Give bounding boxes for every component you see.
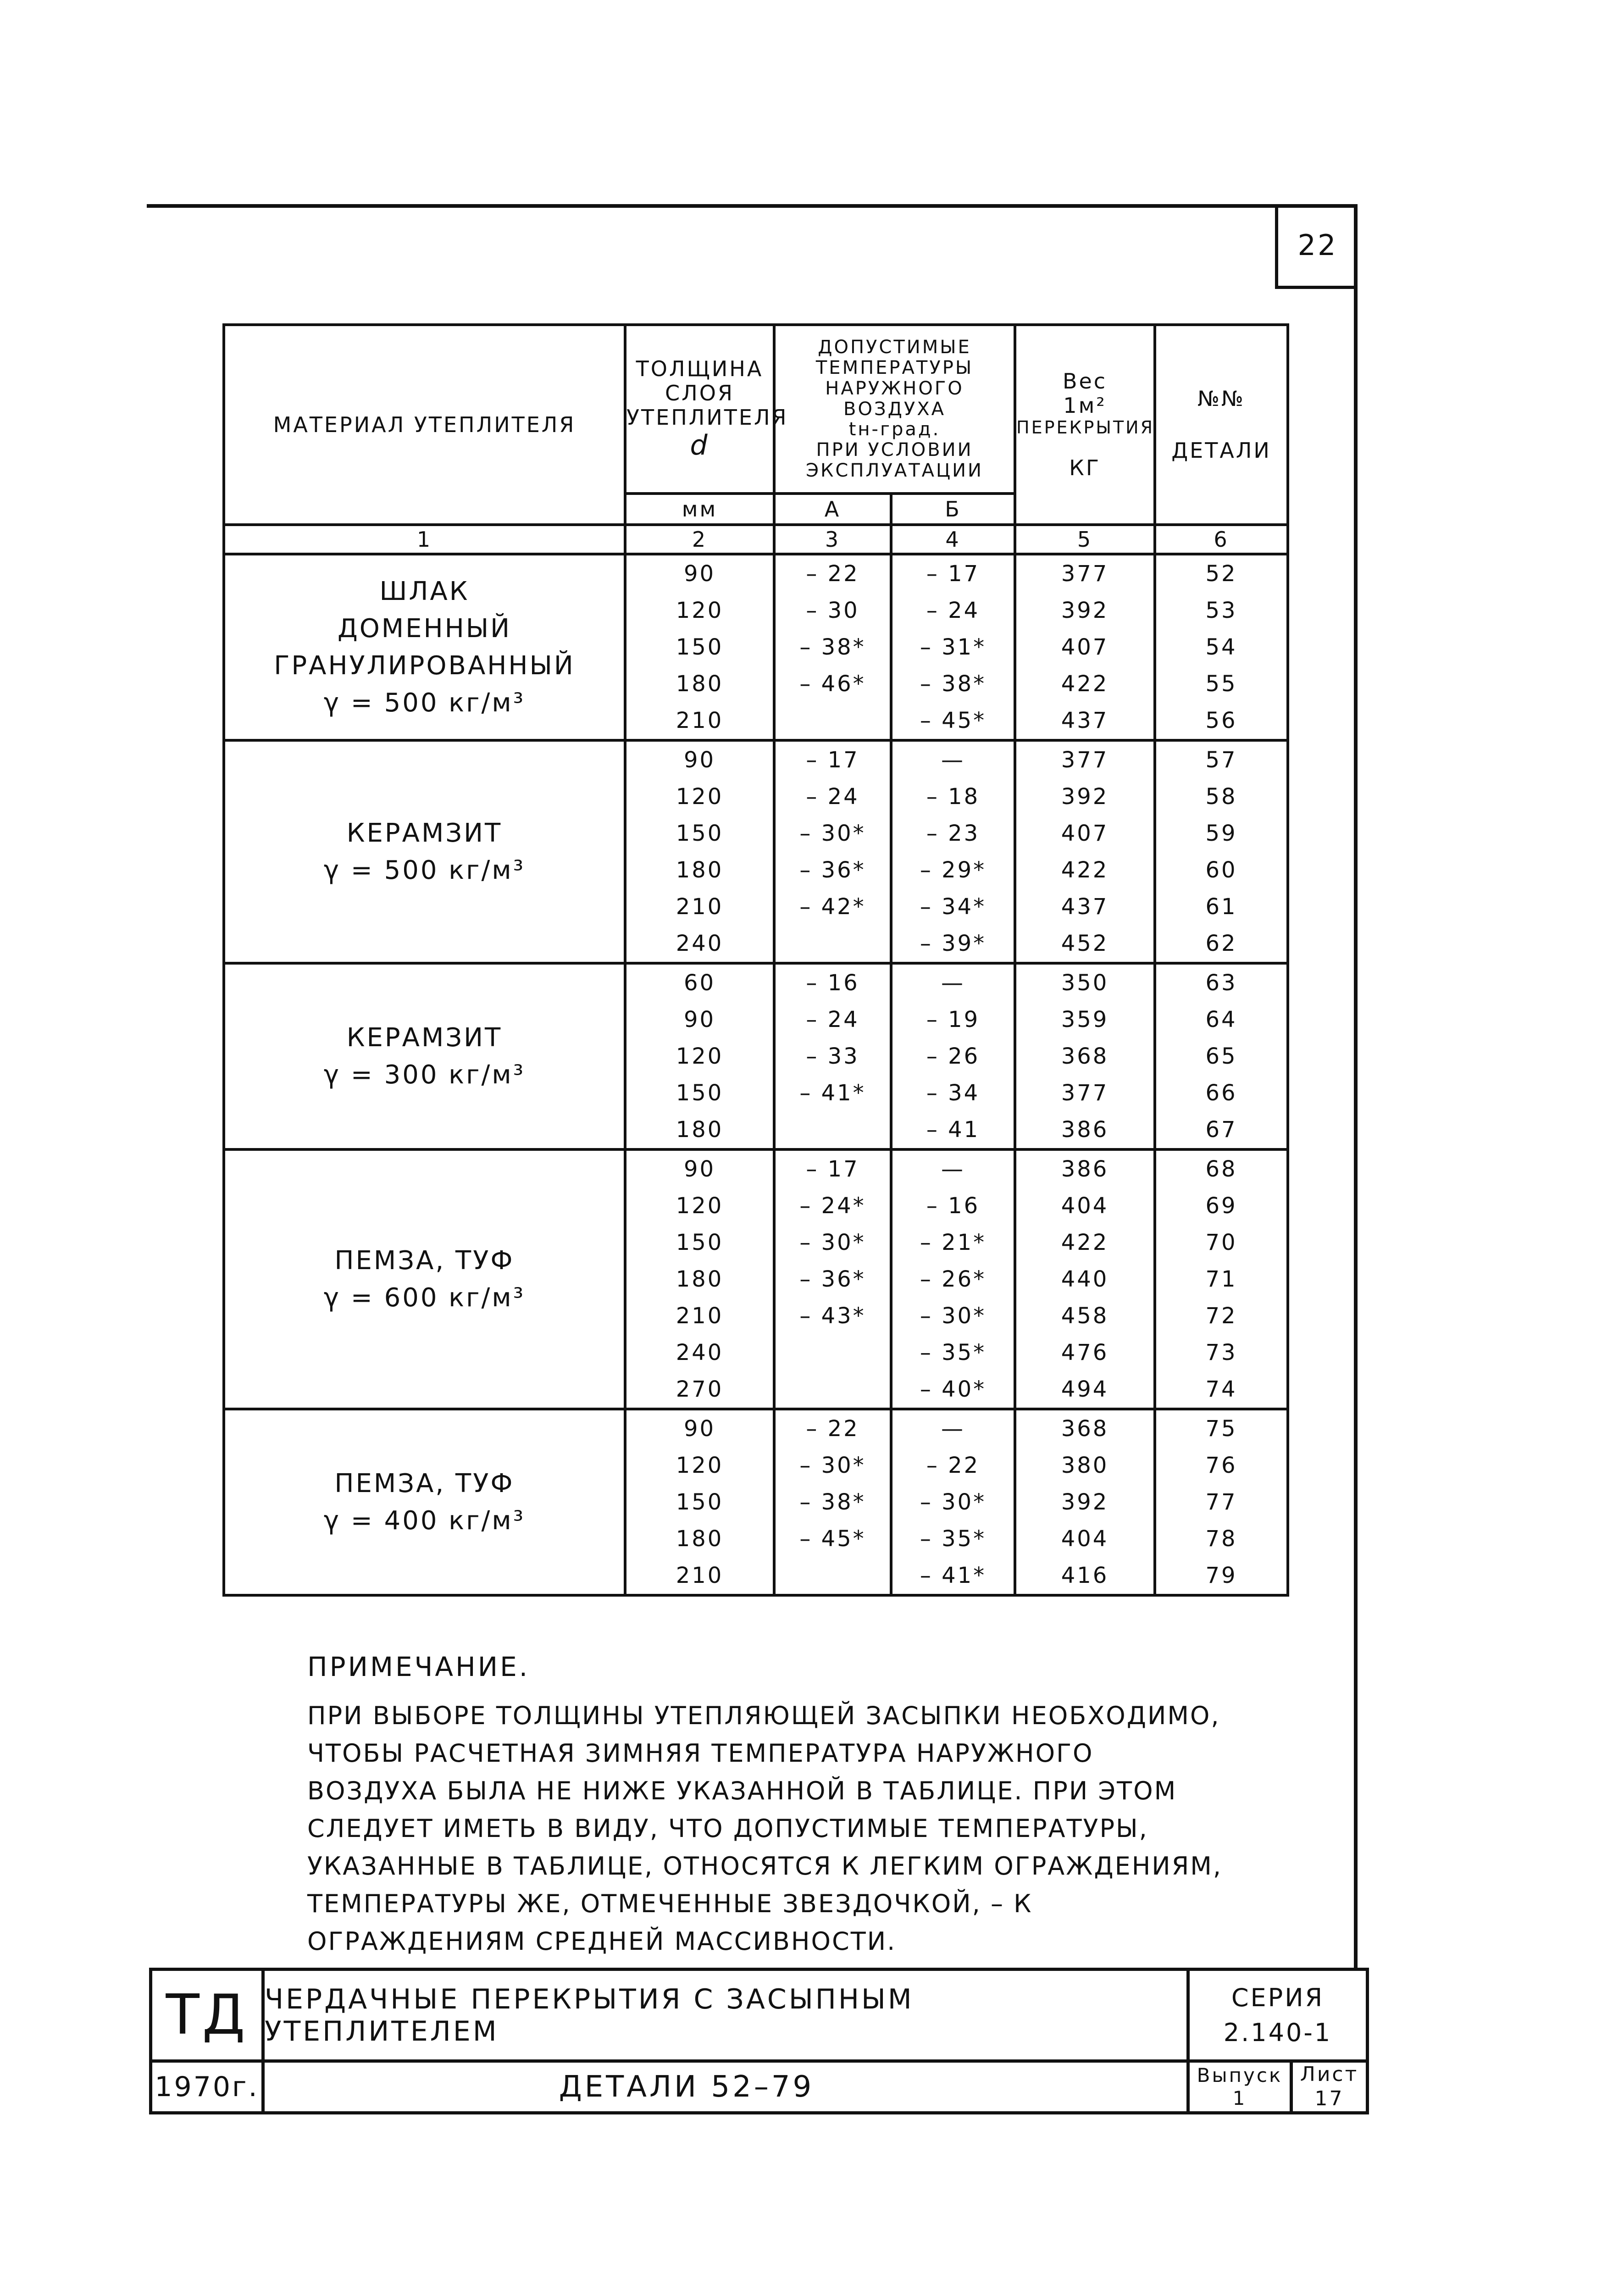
table-cell: 210 bbox=[676, 1563, 724, 1588]
table-cell: 60 bbox=[683, 970, 716, 996]
table-cell: 52 bbox=[1205, 561, 1237, 587]
table-cell: — bbox=[941, 1156, 965, 1182]
table-cell: 404 bbox=[1061, 1193, 1109, 1219]
table-cell bbox=[776, 702, 890, 739]
table-cell: 386 bbox=[1061, 1117, 1109, 1143]
table-cell: 90 bbox=[683, 747, 716, 773]
table-cell: 404 bbox=[1061, 1526, 1109, 1552]
material-group-row bbox=[224, 1149, 1288, 1409]
header-temp-line3: НАРУЖНОГО bbox=[825, 377, 964, 399]
material-cell bbox=[224, 963, 625, 1149]
table-cell: 150 bbox=[676, 634, 724, 660]
column-weight bbox=[1015, 740, 1155, 963]
header-detail-line1: №№ bbox=[1197, 386, 1245, 411]
material-name-line: КЕРАМЗИТ bbox=[346, 818, 503, 848]
table-cell: – 35* bbox=[920, 1526, 987, 1552]
table-cell: 59 bbox=[1205, 821, 1237, 846]
table-cell: 78 bbox=[1205, 1526, 1237, 1552]
table-cell: — bbox=[941, 747, 965, 773]
table-cell: 386 bbox=[1061, 1156, 1109, 1182]
frame-top-line bbox=[147, 204, 1358, 208]
material-group-row bbox=[224, 554, 1288, 740]
table-cell: 368 bbox=[1061, 1043, 1109, 1069]
header-weight-line3: ПЕРЕКРЫТИЯ bbox=[1016, 417, 1154, 438]
table-cell: – 24 bbox=[926, 598, 980, 623]
header-thickness-unit: мм bbox=[625, 494, 774, 525]
material-group-row bbox=[224, 1409, 1288, 1595]
table-cell: – 19 bbox=[926, 1007, 980, 1032]
table-cell: 422 bbox=[1061, 857, 1109, 883]
table-cell: 494 bbox=[1061, 1376, 1109, 1402]
year: 1970г. bbox=[152, 2063, 265, 2111]
table-cell: 64 bbox=[1205, 1007, 1237, 1032]
table-cell: 65 bbox=[1205, 1043, 1237, 1069]
table-cell: 73 bbox=[1205, 1340, 1237, 1365]
header-weight bbox=[1015, 325, 1155, 525]
table-cell: 62 bbox=[1205, 931, 1237, 956]
table-cell: 440 bbox=[1061, 1266, 1109, 1292]
table-header-row bbox=[224, 325, 1288, 494]
material-cell bbox=[224, 1409, 625, 1595]
table-cell: 180 bbox=[676, 857, 724, 883]
table-cell: – 16 bbox=[926, 1193, 980, 1219]
column-thickness bbox=[625, 554, 774, 740]
column-weight bbox=[1015, 1409, 1155, 1595]
table-cell: – 30* bbox=[799, 1230, 866, 1255]
table-cell: – 41* bbox=[799, 1080, 866, 1106]
header-material-label: МАТЕРИАЛ УТЕПЛИТЕЛЯ bbox=[273, 412, 576, 437]
table-cell: 77 bbox=[1205, 1489, 1237, 1515]
column-detail bbox=[1155, 554, 1288, 740]
table-cell: 422 bbox=[1061, 671, 1109, 697]
table-cell: – 22 bbox=[806, 561, 859, 587]
material-name-line: ДОМЕННЫЙ bbox=[337, 613, 512, 644]
table-cell: 476 bbox=[1061, 1340, 1109, 1365]
table-cell: 72 bbox=[1205, 1303, 1237, 1329]
table-cell: – 38* bbox=[920, 671, 987, 697]
table-cell: 76 bbox=[1205, 1453, 1237, 1478]
logo-mark: ТД bbox=[152, 1971, 265, 2063]
material-cell bbox=[224, 1149, 625, 1409]
table-cell: 66 bbox=[1205, 1080, 1237, 1106]
header-detail bbox=[1155, 325, 1288, 525]
material-name-line: ГРАНУЛИРОВАННЫЙ bbox=[274, 651, 575, 681]
col-number: 2 bbox=[625, 525, 774, 554]
table-cell: 79 bbox=[1205, 1563, 1237, 1588]
table-cell: — bbox=[941, 970, 965, 996]
table-cell: 69 bbox=[1205, 1193, 1237, 1219]
table-cell: 90 bbox=[683, 561, 716, 587]
column-detail bbox=[1155, 740, 1288, 963]
series-label: СЕРИЯ bbox=[1231, 1983, 1325, 2012]
table-cell: – 26 bbox=[926, 1043, 980, 1069]
column-thickness bbox=[625, 740, 774, 963]
table-cell: 56 bbox=[1205, 708, 1237, 733]
material-name-line: КЕРАМЗИТ bbox=[346, 1022, 503, 1053]
table-cell: 58 bbox=[1205, 784, 1237, 810]
table-cell bbox=[776, 1371, 890, 1408]
table-cell bbox=[776, 1334, 890, 1371]
table-cell: – 41* bbox=[920, 1563, 987, 1588]
column-temp-b bbox=[891, 740, 1015, 963]
column-temp-a bbox=[774, 740, 891, 963]
series-value: 2.140-1 bbox=[1223, 2018, 1332, 2047]
column-temp-b bbox=[891, 963, 1015, 1149]
column-number-row bbox=[224, 525, 1288, 554]
table-cell: 380 bbox=[1061, 1453, 1109, 1478]
header-thickness-line1: ТОЛЩИНА bbox=[636, 356, 764, 382]
header-temp-line1: ДОПУСТИМЫЕ bbox=[818, 337, 971, 358]
column-weight bbox=[1015, 963, 1155, 1149]
sheet-cell bbox=[1290, 2063, 1366, 2111]
table-cell: 240 bbox=[676, 931, 724, 956]
table-cell: – 45* bbox=[920, 708, 987, 733]
title-block bbox=[149, 1968, 1369, 2114]
drawing-subtitle: ДЕТАЛИ 52–79 bbox=[559, 2070, 815, 2104]
col-number: 1 bbox=[224, 525, 625, 554]
table-cell: 210 bbox=[676, 894, 724, 920]
column-detail bbox=[1155, 1409, 1288, 1595]
table-cell: 150 bbox=[676, 1230, 724, 1255]
material-density: γ = 600 кг/м³ bbox=[323, 1283, 526, 1313]
table-cell: 54 bbox=[1205, 634, 1237, 660]
table-cell: – 31* bbox=[920, 634, 987, 660]
table-cell: – 30 bbox=[806, 598, 859, 623]
table-cell: – 40* bbox=[920, 1376, 987, 1402]
table-cell: – 46* bbox=[799, 671, 866, 697]
table-cell: 74 bbox=[1205, 1376, 1237, 1402]
header-weight-unit: КГ bbox=[1069, 455, 1101, 481]
table-cell: 120 bbox=[676, 1193, 724, 1219]
table-cell: – 26* bbox=[920, 1266, 987, 1292]
table-cell: 377 bbox=[1061, 747, 1109, 773]
table-cell: 422 bbox=[1061, 1230, 1109, 1255]
table-cell: – 22 bbox=[806, 1416, 859, 1442]
header-temp-line7: ЭКСПЛУАТАЦИИ bbox=[806, 460, 983, 481]
table-cell: 90 bbox=[683, 1156, 716, 1182]
table-cell: – 16 bbox=[806, 970, 859, 996]
drawing-title: ЧЕРДАЧНЫЕ ПЕРЕКРЫТИЯ С ЗАСЫПНЫМ УТЕПЛИТЕЛЕМ bbox=[265, 1971, 1306, 2063]
column-temp-b bbox=[891, 554, 1015, 740]
header-thickness-line2: СЛОЯ bbox=[665, 381, 734, 406]
column-thickness bbox=[625, 1409, 774, 1595]
table-cell bbox=[776, 1111, 890, 1148]
table-cell: — bbox=[941, 1416, 965, 1442]
table-cell: 180 bbox=[676, 671, 724, 697]
header-thickness-symbol: d bbox=[690, 429, 709, 461]
table-cell: – 41 bbox=[926, 1117, 980, 1143]
table-cell: 437 bbox=[1061, 708, 1109, 733]
header-thickness bbox=[625, 325, 788, 494]
table-cell: – 39* bbox=[920, 931, 987, 956]
table-cell: 452 bbox=[1061, 931, 1109, 956]
table-cell: 67 bbox=[1205, 1117, 1237, 1143]
header-temperature bbox=[774, 325, 1015, 494]
table-cell: – 33 bbox=[806, 1043, 859, 1069]
material-name-line: ШЛАК bbox=[379, 576, 470, 606]
table-cell: 377 bbox=[1061, 561, 1109, 587]
material-name-line: ПЕМЗА, ТУФ bbox=[334, 1468, 515, 1498]
table-cell bbox=[776, 925, 890, 962]
table-cell: – 17 bbox=[926, 561, 980, 587]
column-detail bbox=[1155, 963, 1288, 1149]
table-cell: – 43* bbox=[799, 1303, 866, 1329]
col-number: 6 bbox=[1155, 525, 1288, 554]
issue-cell bbox=[1186, 2063, 1290, 2111]
table-cell: – 35* bbox=[920, 1340, 987, 1365]
table-cell: 75 bbox=[1205, 1416, 1237, 1442]
material-density: γ = 400 кг/м³ bbox=[323, 1506, 526, 1536]
table-cell: 416 bbox=[1061, 1563, 1109, 1588]
table-cell: 180 bbox=[676, 1117, 724, 1143]
col-number: 4 bbox=[891, 525, 1015, 554]
table-cell: 60 bbox=[1205, 857, 1237, 883]
header-temp-b: Б bbox=[891, 494, 1015, 525]
table-cell: 407 bbox=[1061, 821, 1109, 846]
table-cell: – 30* bbox=[920, 1303, 987, 1329]
column-temp-a bbox=[774, 1149, 891, 1409]
sheet-value: 17 bbox=[1314, 2087, 1344, 2110]
table-cell: 55 bbox=[1205, 671, 1237, 697]
table-cell: 392 bbox=[1061, 1489, 1109, 1515]
table-cell: 120 bbox=[676, 784, 724, 810]
table-cell: 240 bbox=[676, 1340, 724, 1365]
table-cell: 180 bbox=[676, 1526, 724, 1552]
table-cell: – 34 bbox=[926, 1080, 980, 1106]
table-cell: 150 bbox=[676, 1080, 724, 1106]
table-cell: – 30* bbox=[920, 1489, 987, 1515]
table-cell: – 29* bbox=[920, 857, 987, 883]
column-weight bbox=[1015, 554, 1155, 740]
table-cell: 392 bbox=[1061, 598, 1109, 623]
table-cell: 437 bbox=[1061, 894, 1109, 920]
table-cell: 61 bbox=[1205, 894, 1237, 920]
header-temp-line2: ТЕМПЕРАТУРЫ bbox=[815, 357, 974, 378]
column-thickness bbox=[625, 1149, 774, 1409]
table-cell: 458 bbox=[1061, 1303, 1109, 1329]
table-cell: – 17 bbox=[806, 1156, 859, 1182]
material-group-row bbox=[224, 963, 1288, 1149]
table-cell: 359 bbox=[1061, 1007, 1109, 1032]
table-cell: 210 bbox=[676, 1303, 724, 1329]
table-cell: – 38* bbox=[799, 1489, 866, 1515]
table-body bbox=[224, 554, 1288, 1595]
table-cell: 392 bbox=[1061, 784, 1109, 810]
table-cell bbox=[776, 1557, 890, 1594]
table-cell: – 22 bbox=[926, 1453, 980, 1478]
table-cell: – 23 bbox=[926, 821, 980, 846]
header-weight-line2: 1м² bbox=[1063, 393, 1107, 418]
table-cell: 368 bbox=[1061, 1416, 1109, 1442]
frame-right-line bbox=[1354, 204, 1358, 2112]
issue-value: 1 bbox=[1232, 2087, 1247, 2109]
note-body: ПРИ ВЫБОРЕ ТОЛЩИНЫ УТЕПЛЯЮЩЕЙ ЗАСЫПКИ НЕОБХОДИМО, ЧТОБЫ РАСЧЕТНАЯ ЗИМНЯЯ ТЕМПЕРАТУРА НАРУЖНОГО ВОЗДУХА БЫЛА НЕ НИЖЕ УКАЗАННОЙ В ТАБЛИЦЕ. ПРИ ЭТОМ СЛЕДУЕТ ИМЕТЬ В ВИДУ, ЧТО ДОПУСТИМЫЕ ТЕМПЕРАТУРЫ, УКАЗАННЫЕ В ТАБЛИЦЕ, ОТНОСЯТСЯ К ЛЕГКИМ ОГРАЖДЕНИЯМ, ТЕМПЕРАТУРЫ ЖЕ, ОТМЕЧЕННЫЕ ЗВЕЗДОЧКОЙ, – К ОГРАЖДЕНИЯМ СРЕДНЕЙ МАССИВНОСТИ. bbox=[307, 1701, 1222, 1956]
material-cell bbox=[224, 740, 625, 963]
header-temp-line6: ПРИ УСЛОВИИ bbox=[816, 439, 973, 461]
material-group-row bbox=[224, 740, 1288, 963]
column-detail bbox=[1155, 1149, 1288, 1409]
header-temp-a: А bbox=[774, 494, 891, 525]
note-title: ПРИМЕЧАНИЕ. bbox=[307, 1651, 530, 1682]
table-cell: 70 bbox=[1205, 1230, 1237, 1255]
table-cell: – 34* bbox=[920, 894, 987, 920]
table-cell: – 30* bbox=[799, 821, 866, 846]
column-temp-a bbox=[774, 1409, 891, 1595]
header-weight-line1: Вес bbox=[1062, 368, 1108, 394]
table-cell: 407 bbox=[1061, 634, 1109, 660]
column-thickness bbox=[625, 963, 774, 1149]
table-cell: 180 bbox=[676, 1266, 724, 1292]
insulation-table bbox=[222, 323, 1289, 1597]
table-cell: – 36* bbox=[799, 857, 866, 883]
table-cell: – 24 bbox=[806, 784, 859, 810]
table-cell: – 24* bbox=[799, 1193, 866, 1219]
issue-label: Выпуск bbox=[1197, 2064, 1283, 2086]
table-cell: 350 bbox=[1061, 970, 1109, 996]
table-cell: – 45* bbox=[799, 1526, 866, 1552]
page-number: 22 bbox=[1275, 204, 1357, 289]
table-cell: – 21* bbox=[920, 1230, 987, 1255]
table-cell: 210 bbox=[676, 708, 724, 733]
material-cell bbox=[224, 554, 625, 740]
col-number: 5 bbox=[1015, 525, 1155, 554]
series-cell bbox=[1186, 1971, 1366, 2063]
table-cell: 68 bbox=[1205, 1156, 1237, 1182]
table-cell: 90 bbox=[683, 1416, 716, 1442]
column-temp-b bbox=[891, 1149, 1015, 1409]
table-cell: – 42* bbox=[799, 894, 866, 920]
header-temp-line5: tн-град. bbox=[848, 419, 941, 440]
table-cell: 150 bbox=[676, 1489, 724, 1515]
column-temp-b bbox=[891, 1409, 1015, 1595]
table-cell: 90 bbox=[683, 1007, 716, 1032]
header-temp-line4: ВОЗДУХА bbox=[843, 398, 946, 420]
material-density: γ = 300 кг/м³ bbox=[323, 1060, 526, 1090]
table-cell: – 17 bbox=[806, 747, 859, 773]
column-temp-a bbox=[774, 554, 891, 740]
table-cell: – 18 bbox=[926, 784, 980, 810]
table-cell: 71 bbox=[1205, 1266, 1237, 1292]
table-cell: 120 bbox=[676, 1043, 724, 1069]
material-name-line: ПЕМЗА, ТУФ bbox=[334, 1245, 515, 1276]
header-detail-line2: ДЕТАЛИ bbox=[1171, 438, 1271, 463]
table-cell: 63 bbox=[1205, 970, 1237, 996]
table-cell: – 36* bbox=[799, 1266, 866, 1292]
material-density: γ = 500 кг/м³ bbox=[323, 688, 526, 718]
table-cell: 120 bbox=[676, 598, 724, 623]
table-cell: 270 bbox=[676, 1376, 724, 1402]
table-cell: 53 bbox=[1205, 598, 1237, 623]
table-cell: – 30* bbox=[799, 1453, 866, 1478]
col-number: 3 bbox=[774, 525, 891, 554]
table-cell: – 24 bbox=[806, 1007, 859, 1032]
header-material bbox=[224, 325, 625, 525]
table-cell: – 38* bbox=[799, 634, 866, 660]
table-cell: 377 bbox=[1061, 1080, 1109, 1106]
table-cell: 57 bbox=[1205, 747, 1237, 773]
column-temp-a bbox=[774, 963, 891, 1149]
sheet-label: Лист bbox=[1300, 2063, 1359, 2086]
column-weight bbox=[1015, 1149, 1155, 1409]
table-cell: 120 bbox=[676, 1453, 724, 1478]
material-density: γ = 500 кг/м³ bbox=[323, 855, 526, 885]
table-cell: 150 bbox=[676, 821, 724, 846]
header-thickness-line3: УТЕПЛИТЕЛЯ bbox=[626, 405, 788, 430]
